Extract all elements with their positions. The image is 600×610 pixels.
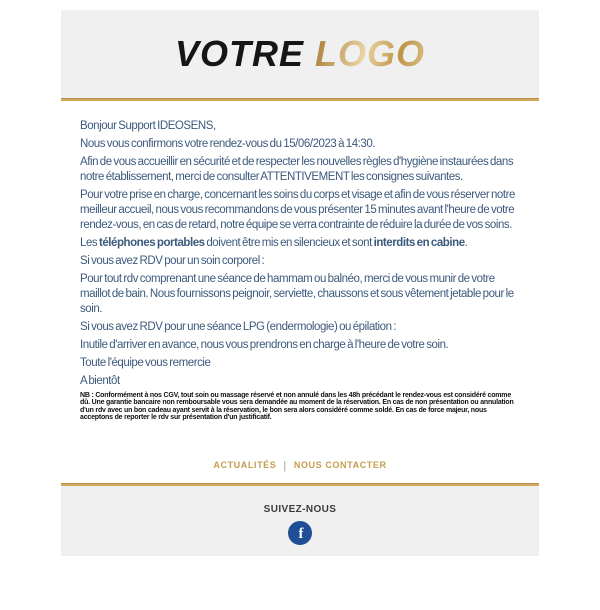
brand-logo-gold-text: LOGO — [315, 33, 426, 74]
arrival-paragraph: Pour votre prise en charge, concernant les soins du corps et visage et afin de vous réserver notre meilleur accueil, nous vous recommandons de vous présenter 15 minutes avant l'heure de votre rendez-vous, en cas de retard, notre équipe se verra contrainte de réduire la durée de vos soins. — [80, 189, 515, 231]
facebook-icon[interactable] — [288, 521, 312, 545]
bye-paragraph: A bientôt — [80, 375, 120, 387]
hygiene-paragraph: Afin de vous accueillir en sécurité et de respecter les nouvelles règles d'hygiène instaurées dans notre établissement, merci de consulter ATTENTIVEMENT les consignes suivantes. — [80, 156, 514, 183]
lpg-heading: Si vous avez RDV pour une séance LPG (endermologie) ou épilation : — [80, 321, 397, 333]
confirmation-paragraph: Nous vous confirmons votre rendez-vous du 15/06/2023 à 14:30. — [80, 138, 376, 150]
email-body — [61, 101, 539, 422]
thanks-paragraph: Toute l'équipe vous remercie — [80, 357, 211, 369]
footer-links-row — [61, 460, 539, 471]
contact-link[interactable]: NOUS CONTACTER — [293, 459, 387, 470]
links-separator: | — [283, 459, 287, 472]
phones-text-2: doivent être mis en silencieux et sont — [204, 237, 374, 249]
phones-text-1: Les — [80, 237, 99, 249]
terms-fine-print: NB : Conformément à nos CGV, tout soin ou massage réservé et non annulé dans les 48h précédant le rendez-vous est considéré comme dû. Une garantie bancaire non remboursable vous sera demandée au moment de la réservation. En cas de non présentation ou annulation d'un rdv avec un bon cadeau ayant servit à la réservation, le bon sera alors considéré comme soldé. En cas de force majeur, nous acceptons de reporter le rdv sur présentation d'un justificatif. — [80, 392, 514, 422]
follow-us-label: SUIVEZ-NOUS — [263, 503, 337, 515]
phones-text-3: . — [464, 237, 468, 249]
email-page — [0, 10, 600, 610]
hammam-paragraph: Pour tout rdv comprenant une séance de hammam ou balnéo, merci de vous munir de votre maillot de bain. Nous fournissons peignoir, serviette, chaussons et sous vêtement jetable pour le soin. — [80, 273, 514, 315]
facebook-f-glyph: f — [298, 526, 304, 543]
greeting-text: Bonjour Support IDEOSENS, — [80, 120, 216, 132]
body-care-heading: Si vous avez RDV pour un soin corporel : — [80, 255, 265, 267]
email-header — [61, 10, 539, 98]
no-early-paragraph: Inutile d'arriver en avance, nous vous prendrons en charge à l'heure de votre soin. — [80, 339, 449, 351]
brand-logo — [175, 33, 425, 75]
email-content-column — [61, 10, 539, 556]
news-link[interactable]: ACTUALITÉS — [213, 459, 277, 470]
phones-bold-1: téléphones portables — [98, 237, 205, 249]
phones-paragraph — [80, 236, 521, 251]
email-footer — [61, 486, 539, 556]
phones-bold-2: interdits en cabine — [373, 237, 465, 249]
brand-logo-dark-text: VOTRE — [174, 33, 304, 74]
